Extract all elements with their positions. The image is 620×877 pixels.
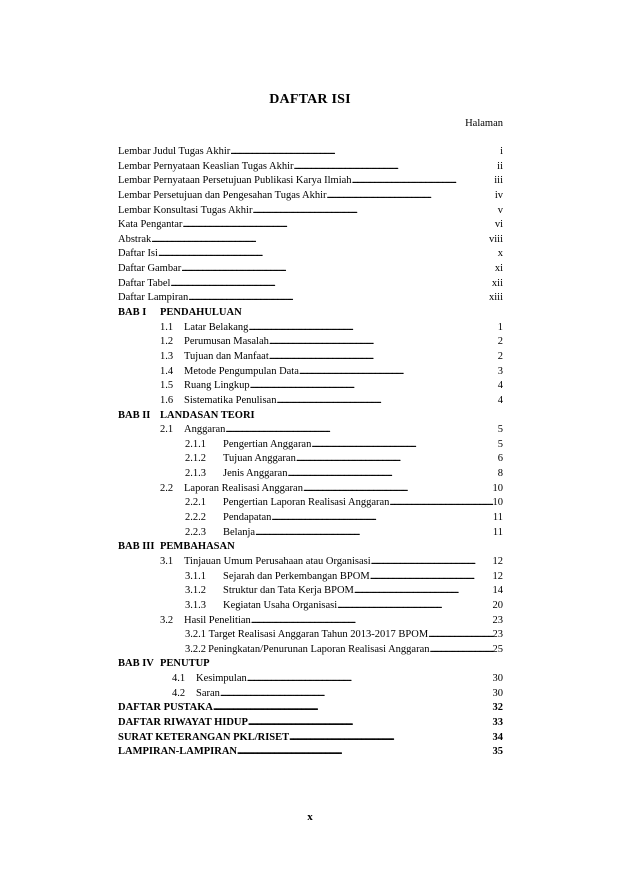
toc-entry-number: 1.2: [160, 336, 174, 348]
toc-entry-page: 2: [497, 336, 503, 348]
dot-leader: [327, 189, 495, 204]
toc-entry-label: Lembar Persetujuan dan Pengesahan Tugas Akhir: [118, 189, 327, 201]
toc-entry: [118, 452, 503, 467]
toc-entry-label: LAMPIRAN-LAMPIRAN: [118, 746, 237, 758]
toc-entry-page: 4: [497, 380, 503, 392]
dot-leader: [248, 716, 493, 731]
toc-entry: [118, 526, 503, 541]
toc-entry: [118, 643, 503, 658]
toc-entry-number: 2.2.3: [185, 526, 206, 538]
dot-leader: [248, 321, 497, 336]
dot-leader: [299, 365, 498, 380]
toc-entry-label: Tujuan dan Manfaat: [184, 350, 269, 362]
toc-entry-page: 12: [492, 555, 503, 567]
toc-entry: [118, 233, 503, 248]
toc-entry-page: 20: [492, 599, 503, 611]
dot-leader: [247, 672, 493, 687]
dot-leader: [389, 496, 492, 511]
toc-entry-page: v: [497, 204, 503, 216]
toc-entry-page: iii: [494, 175, 503, 187]
toc-entry: [118, 262, 503, 277]
toc-entry: [118, 496, 503, 511]
dot-leader: [287, 467, 497, 482]
toc-entry-label: Lembar Pernyataan Persetujuan Publikasi Karya Ilmiah: [118, 175, 352, 187]
dot-leader: [269, 350, 498, 365]
toc-entry-number: 2.2: [160, 482, 174, 494]
toc-entry: [118, 482, 503, 497]
dot-leader: [269, 335, 498, 350]
toc-entry-label: Laporan Realisasi Anggaran: [184, 482, 303, 494]
toc-entry: [118, 277, 503, 292]
toc-entry-page: 5: [497, 438, 503, 450]
toc-entry-label: Sistematika Penulisan: [184, 394, 277, 406]
toc-entry-label: DAFTAR PUSTAKA: [118, 702, 213, 714]
dot-leader: [430, 643, 493, 658]
toc-entry-label: Daftar Isi: [118, 248, 158, 260]
toc-entry: [118, 204, 503, 219]
dot-leader: [428, 628, 492, 643]
toc-entry-label: Sejarah dan Perkembangan BPOM: [223, 570, 370, 582]
toc-entry: [118, 599, 503, 614]
toc-entry-number: BAB I: [118, 307, 147, 319]
toc-entry-number: 3.1.3: [185, 599, 206, 611]
dot-leader: [352, 174, 495, 189]
toc-entry: [118, 716, 503, 731]
toc-entry-page: 12: [492, 570, 503, 582]
toc-entry-page: ii: [497, 160, 503, 172]
toc-entry-label: Belanja: [223, 526, 256, 538]
toc-entry: [118, 291, 503, 306]
dot-leader: [230, 145, 500, 160]
toc-entry-label: Struktur dan Tata Kerja BPOM: [223, 585, 354, 597]
toc-entry-label: Jenis Anggaran: [223, 468, 288, 480]
dot-leader: [311, 438, 497, 453]
toc-entry-label: Metode Pengumpulan Data: [184, 365, 299, 377]
toc-entry: [118, 511, 503, 526]
toc-entry-label: Tujuan Anggaran: [223, 453, 296, 465]
dot-leader: [271, 511, 492, 526]
dot-leader: [220, 687, 493, 702]
dot-leader: [251, 614, 493, 629]
dot-leader: [354, 584, 493, 599]
dot-leader: [188, 291, 489, 306]
toc-entry-label: Perumusan Masalah: [184, 336, 269, 348]
page-number: x: [307, 811, 313, 823]
toc-entry-label: Lembar Judul Tugas Akhir: [118, 146, 231, 157]
toc-entry-page: 35: [492, 746, 503, 758]
toc-entry: [118, 614, 503, 629]
toc-entry-number: 4.1: [172, 673, 186, 685]
toc-entry-label: Hasil Penelitian: [184, 614, 251, 626]
toc-entry: [118, 423, 503, 438]
toc-entry-label: Kegiatan Usaha Organisasi: [223, 599, 338, 611]
toc-entry: [118, 438, 503, 453]
toc-entry-label: PEMBAHASAN: [160, 541, 235, 553]
toc-entry-page: vi: [494, 219, 503, 231]
toc-entry-page: 11: [492, 512, 503, 524]
toc-entry-label: Pendapatan: [223, 512, 272, 524]
toc-chapter-heading: [118, 409, 503, 424]
toc-entry-page: 3: [497, 365, 503, 377]
toc-entry-number: 3.1.2: [185, 585, 206, 597]
toc-entry-page: 32: [492, 702, 503, 714]
toc-entry-page: 6: [497, 453, 503, 465]
toc-entry-number: 1.1: [160, 321, 174, 333]
table-of-contents: [118, 145, 503, 760]
toc-entry: [118, 745, 503, 760]
dot-leader: [296, 452, 498, 467]
toc-entry-label: PENUTUP: [160, 658, 210, 670]
toc-entry-label: LANDASAN TEORI: [160, 409, 255, 421]
toc-entry: [118, 584, 503, 599]
toc-entry: [118, 174, 503, 189]
toc-entry: [118, 218, 503, 233]
toc-entry: [118, 701, 503, 716]
toc-entry: [118, 570, 503, 585]
toc-entry: [118, 321, 503, 336]
dot-leader: [237, 745, 493, 760]
toc-entry-number: 2.1.2: [185, 453, 206, 465]
toc-entry: [118, 160, 503, 175]
dot-leader: [181, 262, 495, 277]
dot-leader: [170, 277, 491, 292]
toc-entry-page: 33: [492, 716, 503, 728]
toc-entry-label: Daftar Tabel: [118, 277, 171, 289]
dot-leader: [213, 701, 493, 716]
dot-leader: [151, 233, 489, 248]
toc-entry-label: Lembar Konsultasi Tugas Akhir: [118, 204, 253, 216]
toc-entry-number: 4.2: [172, 687, 186, 699]
dot-leader: [225, 423, 497, 438]
dot-leader: [182, 218, 494, 233]
toc-entry-page: i: [500, 146, 503, 157]
toc-entry: [118, 555, 503, 570]
toc-entry-page: xiii: [488, 292, 503, 304]
toc-entry: [118, 467, 503, 482]
toc-entry-label: Kesimpulan: [196, 673, 247, 685]
dot-leader: [371, 555, 493, 570]
dot-leader: [337, 599, 492, 614]
dot-leader: [370, 570, 493, 585]
toc-entry: [118, 189, 503, 204]
toc-entry: [118, 394, 503, 409]
toc-entry: [118, 379, 503, 394]
toc-entry-label: Saran: [196, 687, 220, 699]
toc-entry-page: 10: [492, 497, 503, 509]
toc-entry-page: 10: [492, 482, 503, 494]
toc-entry-label: Ruang Lingkup: [184, 380, 250, 392]
toc-entry-label: PENDAHULUAN: [160, 307, 242, 319]
toc-entry-number: 3.2.2: [185, 643, 206, 655]
toc-entry-page: 2: [497, 350, 503, 362]
toc-chapter-heading: [118, 306, 503, 321]
toc-entry-number: 3.1.1: [185, 570, 206, 582]
toc-entry-number: BAB IV: [118, 658, 154, 670]
dot-leader: [252, 204, 497, 219]
toc-entry-page: 30: [492, 687, 503, 699]
toc-entry: [118, 145, 503, 160]
dot-leader: [250, 379, 498, 394]
toc-entry-label: Tinjauan Umum Perusahaan atau Organisasi: [184, 555, 371, 567]
toc-entry: [118, 731, 503, 746]
toc-entry: [118, 350, 503, 365]
toc-entry-number: 3.2.1: [185, 629, 206, 641]
toc-entry-number: 2.2.2: [185, 512, 206, 524]
toc-entry-page: 1: [497, 321, 503, 333]
toc-entry-page: viii: [488, 233, 503, 245]
toc-entry-number: 1.3: [160, 350, 174, 362]
dot-leader: [289, 731, 492, 746]
dot-leader: [255, 526, 493, 541]
toc-entry-page: xii: [491, 277, 503, 289]
toc-entry-number: 2.2.1: [185, 497, 206, 509]
toc-entry-page: 4: [497, 394, 503, 406]
toc-chapter-heading: [118, 657, 503, 672]
dot-leader: [303, 482, 493, 497]
dot-leader: [276, 394, 497, 409]
dot-leader: [294, 160, 498, 175]
toc-entry-label: Daftar Lampiran: [118, 292, 189, 304]
toc-entry: [118, 672, 503, 687]
toc-entry-label: Target Realisasi Anggaran Tahun 2013-2017 BPOM: [208, 629, 429, 641]
toc-entry: [118, 687, 503, 702]
toc-entry-label: Latar Belakang: [184, 321, 249, 333]
toc-entry-page: 25: [492, 643, 503, 655]
toc-entry-number: 2.1: [160, 424, 174, 436]
toc-entry-number: 1.4: [160, 365, 174, 377]
halaman-label: Halaman: [465, 118, 503, 129]
toc-entry-page: 30: [492, 673, 503, 685]
toc-entry-number: 3.2: [160, 614, 174, 626]
toc-entry-number: 1.6: [160, 394, 174, 406]
toc-entry: [118, 335, 503, 350]
toc-entry-number: 2.1.1: [185, 438, 206, 450]
page-title: DAFTAR ISI: [269, 92, 351, 107]
toc-entry-page: x: [497, 248, 503, 260]
toc-entry-number: 1.5: [160, 380, 174, 392]
toc-entry-label: Peningkatan/Penurunan Laporan Realisasi Anggaran: [208, 643, 430, 655]
toc-entry: [118, 365, 503, 380]
toc-entry-number: BAB II: [118, 409, 151, 421]
toc-entry-label: Anggaran: [184, 424, 226, 436]
toc-entry-page: 23: [492, 614, 503, 626]
toc-entry-page: 34: [492, 731, 503, 743]
toc-entry-page: iv: [494, 189, 503, 201]
toc-entry-page: 14: [492, 585, 503, 597]
toc-entry-label: Daftar Gambar: [118, 263, 182, 275]
toc-entry: [118, 628, 503, 643]
toc-entry-label: Pengertian Anggaran: [223, 438, 312, 450]
toc-entry: [118, 247, 503, 262]
toc-entry-number: 2.1.3: [185, 468, 206, 480]
toc-entry-label: SURAT KETERANGAN PKL/RISET: [118, 731, 290, 743]
toc-entry-number: 3.1: [160, 555, 174, 567]
toc-chapter-heading: [118, 540, 503, 555]
toc-entry-label: DAFTAR RIWAYAT HIDUP: [118, 716, 248, 728]
toc-entry-page: 11: [492, 526, 503, 538]
toc-entry-number: BAB III: [118, 541, 155, 553]
toc-entry-page: xi: [494, 263, 503, 275]
dot-leader: [158, 247, 498, 262]
toc-entry-label: Kata Pengantar: [118, 219, 183, 231]
toc-entry-page: 5: [497, 424, 503, 436]
toc-entry-label: Abstrak: [118, 233, 152, 245]
toc-entry-page: 8: [497, 468, 503, 480]
toc-entry-page: 23: [492, 629, 503, 641]
toc-entry-label: Lembar Pernyataan Keaslian Tugas Akhir: [118, 160, 294, 172]
toc-entry-label: Pengertian Laporan Realisasi Anggaran: [222, 497, 390, 509]
